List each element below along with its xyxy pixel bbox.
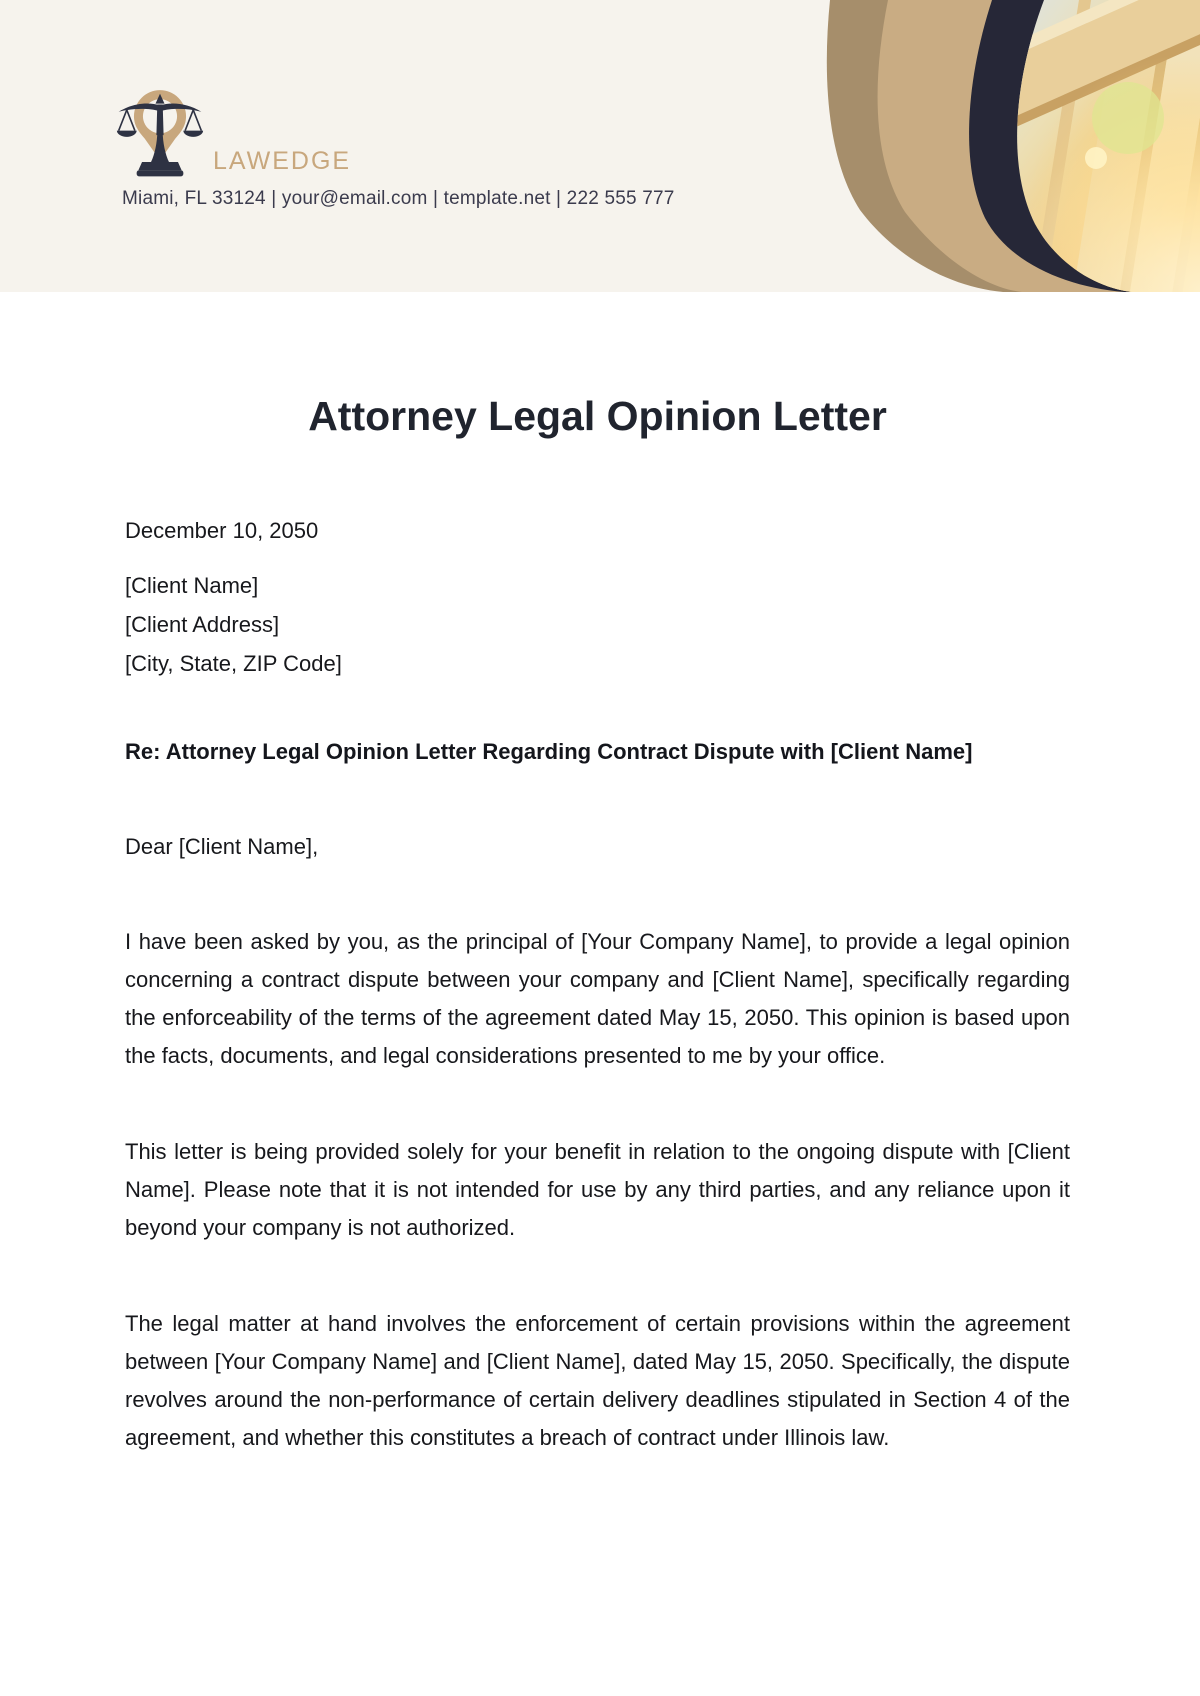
lens-flare [1092, 82, 1164, 154]
paragraph-3: The legal matter at hand involves the enforcement of certain provisions within the agreement between [Your Company Name] and [Client Name], dated May 15, 2050. Specifically, the dispute revolves around the non-performance of certain delivery deadlines stipulated in Section 4 of the agreement, and whether this constitutes a breach of contract under Illinois law. [125, 1311, 1070, 1450]
letterhead [0, 0, 1200, 292]
paragraph-1: I have been asked by you, as the principal of [Your Company Name], to provide a legal opinion concerning a contract dispute between your company and [Client Name], specifically regarding the enforceability of the terms of the agreement dated May 15, 2050. This opinion is based upon the facts, documents, and legal considerations presented to me by your office. [125, 929, 1070, 1068]
salutation: Dear [Client Name], [125, 834, 319, 859]
recipient-city-state-zip: [City, State, ZIP Code] [125, 651, 342, 676]
scales-of-justice-art [112, 83, 208, 180]
scales-of-justice-logo-icon [112, 83, 208, 180]
contact-info: Miami, FL 33124 | your@email.com | template.net | 222 555 777 [122, 188, 675, 209]
recipient-name: [Client Name] [125, 573, 259, 598]
subject-line: Re: Attorney Legal Opinion Letter Regarding Contract Dispute with [Client Name] [125, 739, 973, 764]
header-corner-graphic [700, 0, 1200, 292]
letter-title: Attorney Legal Opinion Letter [308, 393, 887, 439]
recipient-address: [Client Address] [125, 612, 280, 637]
paragraph-2: This letter is being provided solely for your benefit in relation to the ongoing dispute with [Client Name]. Please note that it is not intended for use by any third parties, and any reliance upon it beyond your company is not authorized. [125, 1139, 1070, 1240]
corner-swoosh-art [700, 0, 1200, 292]
brand-name: LAWEDGE [213, 147, 352, 175]
recipient-block [125, 566, 1070, 683]
letter-content [125, 292, 1070, 1457]
letter-date: December 10, 2050 [125, 518, 319, 543]
